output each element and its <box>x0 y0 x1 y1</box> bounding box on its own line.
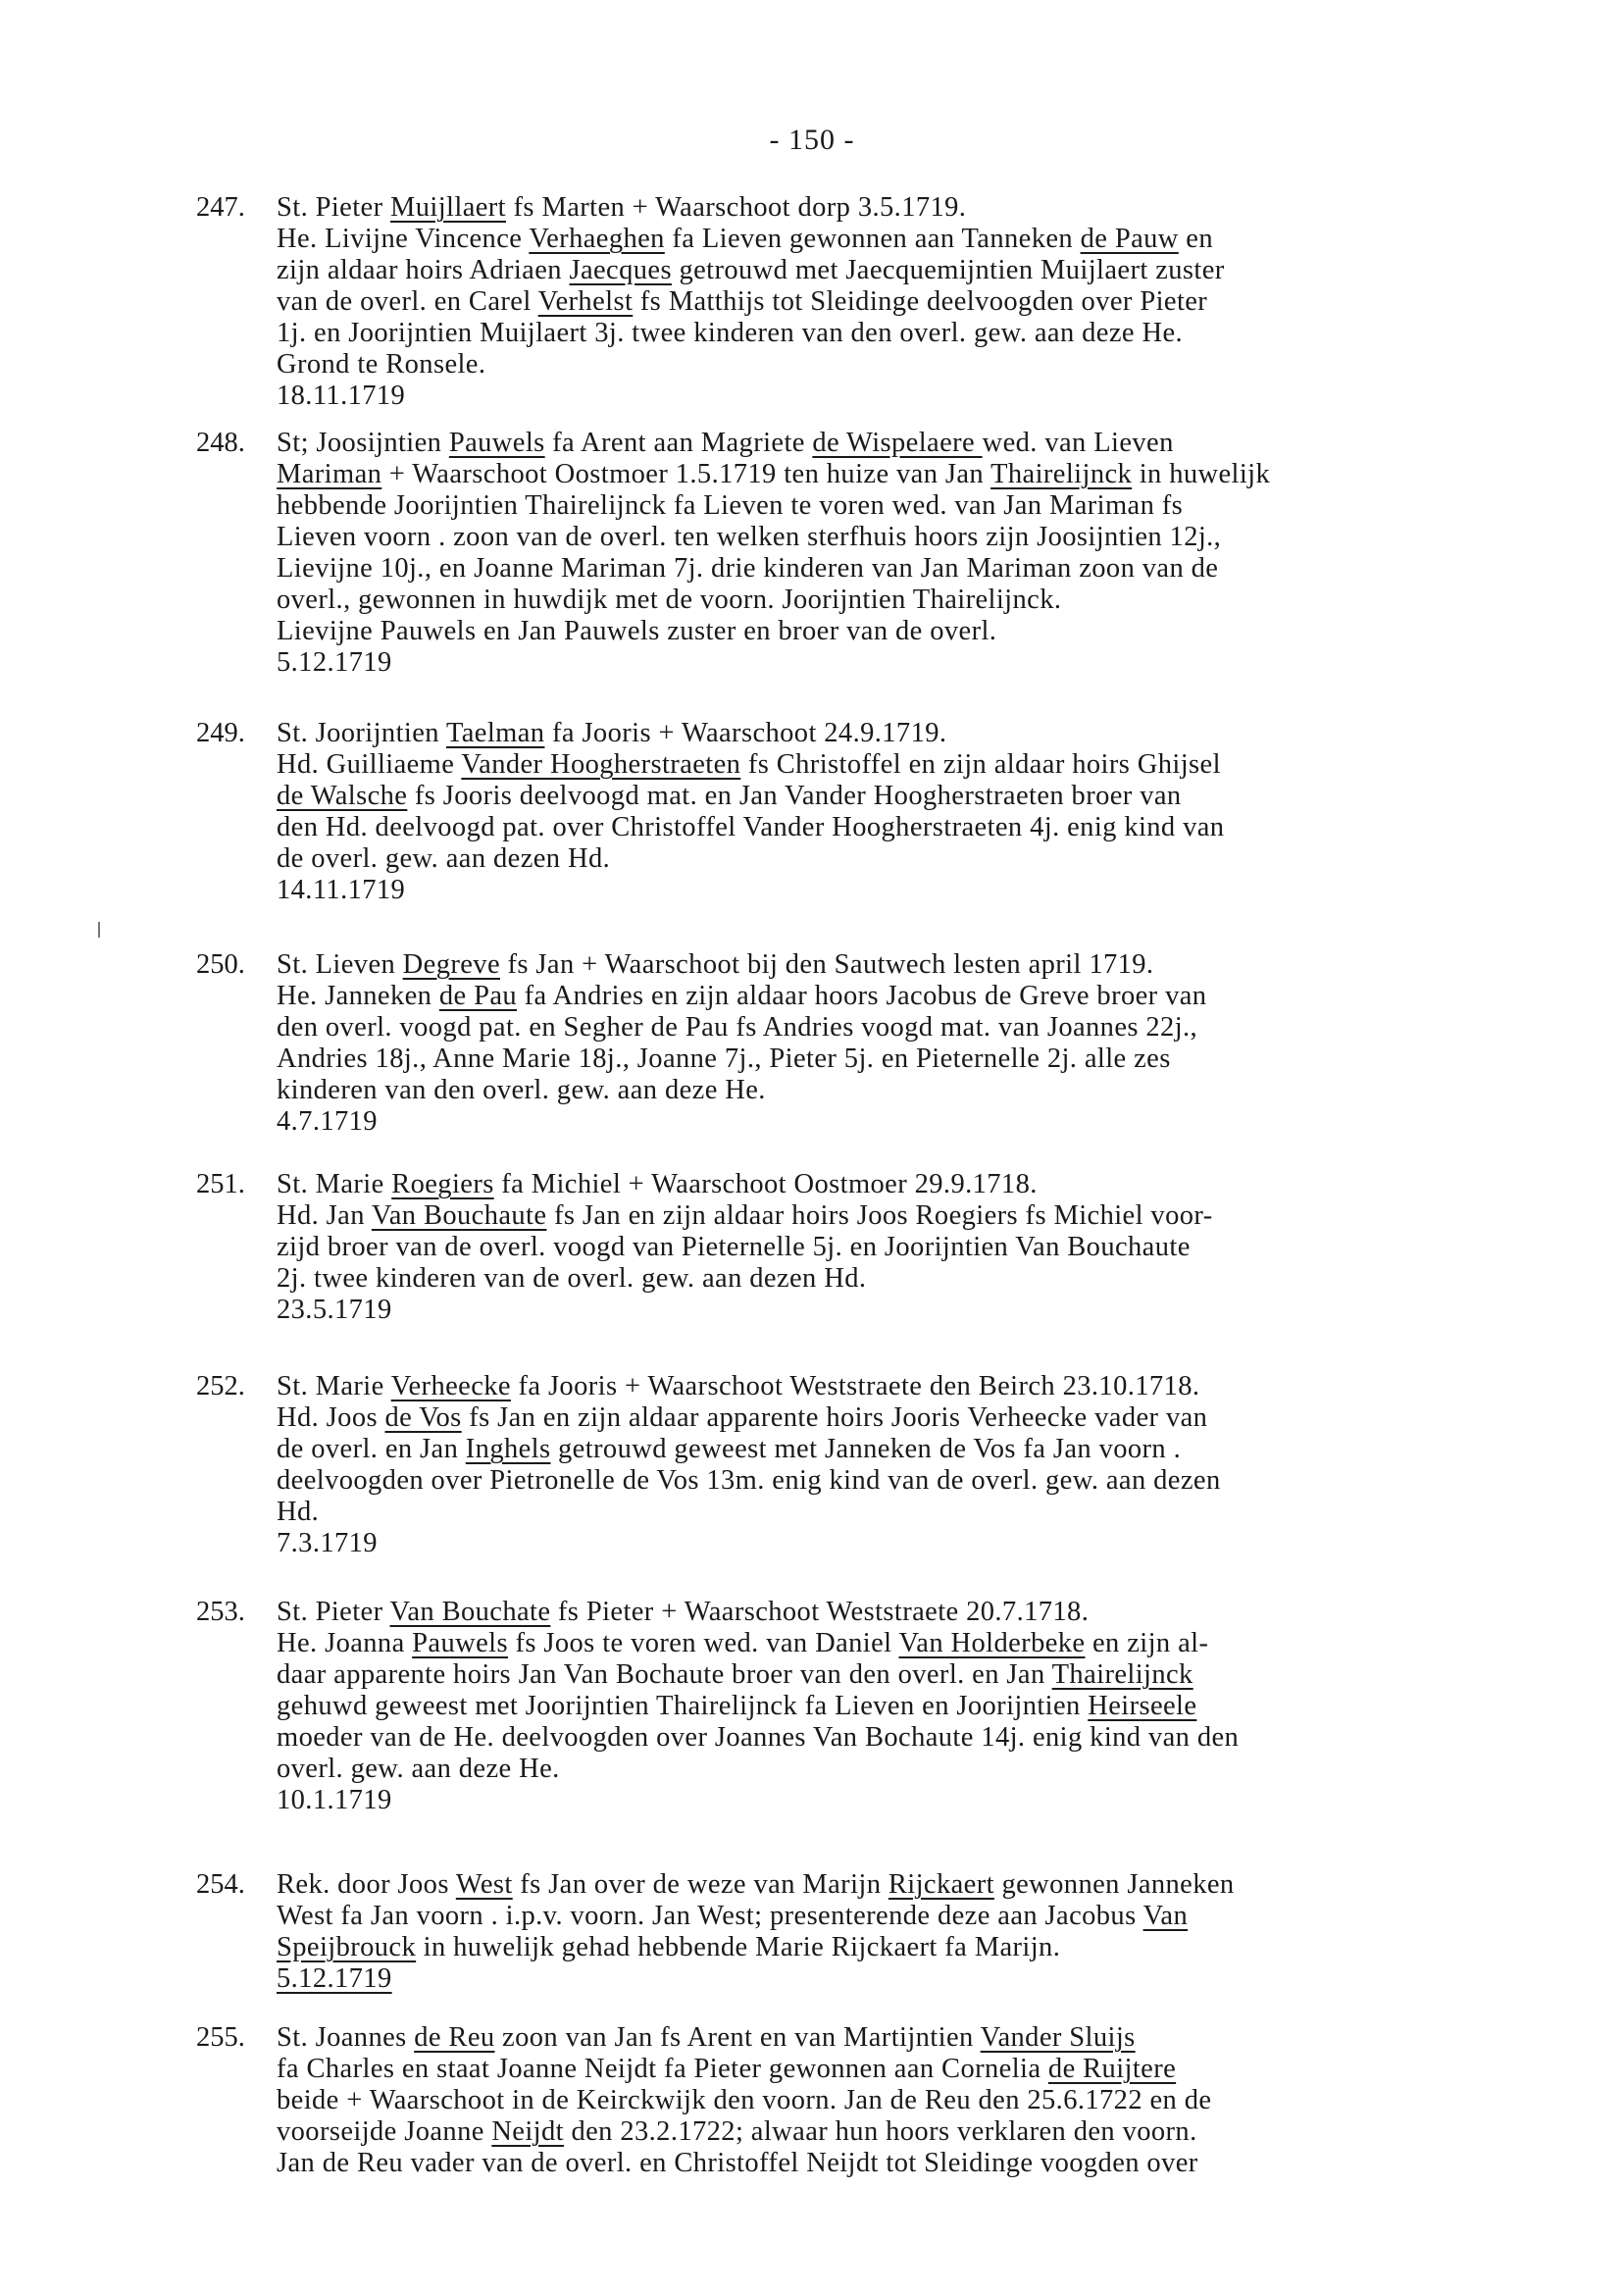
register-entry <box>196 949 1589 1138</box>
entry-line <box>277 1169 1589 1200</box>
text-segment: voorseijde Joanne <box>277 2116 492 2147</box>
text-segment: overl. gew. aan deze He. <box>277 1754 560 1784</box>
register-entry <box>196 2022 1589 2179</box>
underlined-name: Van <box>1142 1901 1189 1931</box>
text-segment: fs Marten + Waarschoot dorp 3.5.1719. <box>506 192 967 223</box>
text-segment: 1j. en Joorijntien Muijlaert 3j. twee kinderen van den overl. gew. aan deze He. <box>277 318 1184 348</box>
text-segment: fa Michiel + Waarschoot Oostmoer 29.9.1718. <box>493 1169 1038 1199</box>
underlined-name: Pauwels <box>448 428 545 458</box>
underlined-name: Mariman <box>277 459 382 489</box>
underlined-name: de Walsche <box>277 781 408 811</box>
entry-line <box>277 1075 1589 1106</box>
text-segment: 7.3.1719 <box>277 1528 378 1558</box>
register-entry <box>196 192 1589 412</box>
entry-line <box>277 286 1589 318</box>
text-segment: de overl. en Jan <box>277 1434 466 1464</box>
text-segment: St. Lieven <box>277 949 403 980</box>
entry-line <box>277 2085 1589 2116</box>
underlined-name: Vander Hoogherstraeten <box>461 749 741 780</box>
entry-line <box>277 1869 1589 1901</box>
entry-line <box>277 428 1589 459</box>
text-segment: fa Jooris + Waarschoot Weststraete den Beirch 23.10.1718. <box>510 1371 1200 1401</box>
text-segment: 5.12.1719 <box>277 647 392 678</box>
underlined-name: Jaecques <box>569 255 672 285</box>
text-segment: fa Arent aan Magriete <box>544 428 813 458</box>
text-segment: fs Jan en zijn aldaar hoirs Joos Roegiers fs Michiel voor- <box>546 1200 1213 1231</box>
underlined-name: Vander Sluijs <box>980 2022 1136 2053</box>
underlined-name: Degreve <box>402 949 500 980</box>
entry-line <box>277 875 1589 906</box>
entry-line <box>277 1597 1589 1628</box>
entry-line <box>277 1295 1589 1326</box>
text-segment: He. Joanna <box>277 1628 413 1658</box>
entry-line <box>277 1659 1589 1691</box>
text-segment: 4.7.1719 <box>277 1106 378 1137</box>
entry-line <box>277 585 1589 616</box>
entry-line <box>277 749 1589 781</box>
text-segment: hebbende Joorijntien Thairelijnck fa Lieven te voren wed. van Jan Mariman fs <box>277 490 1184 521</box>
text-segment: in huwelijk gehad hebbende Marie Rijckaert fa Marijn. <box>416 1932 1061 1962</box>
entry-line <box>277 718 1589 749</box>
margin-mark <box>98 922 100 938</box>
underlined-name: de Pauw <box>1080 224 1179 254</box>
text-segment: 18.11.1719 <box>277 381 406 411</box>
text-segment: fa Lieven gewonnen aan Tanneken <box>664 224 1081 254</box>
entry-line <box>277 192 1589 224</box>
text-segment: beide + Waarschoot in de Keirckwijk den voorn. Jan de Reu den 25.6.1722 en de <box>277 2085 1212 2115</box>
entry-line <box>277 1722 1589 1754</box>
entry-line <box>277 318 1589 349</box>
text-segment: fs Jooris deelvoogd mat. en Jan Vander Hoogherstraeten broer van <box>407 781 1182 811</box>
entry-number: 249. <box>196 718 245 748</box>
text-segment: Hd. Guilliaeme <box>277 749 462 780</box>
text-segment: fa Andries en zijn aldaar hoors Jacobus de Greve broer van <box>517 981 1207 1011</box>
entry-number: 251. <box>196 1169 245 1199</box>
entry-line <box>277 1200 1589 1232</box>
underlined-name: de Pau <box>438 981 518 1011</box>
entry-text <box>277 2022 1589 2179</box>
text-segment: en zijn al- <box>1085 1628 1209 1658</box>
text-segment: de overl. gew. aan dezen Hd. <box>277 843 611 874</box>
text-segment: en <box>1178 224 1213 254</box>
text-segment: St. Pieter <box>277 1597 390 1627</box>
register-entry <box>196 428 1589 679</box>
text-segment: Lieven voorn . zoon van de overl. ten welken sterfhuis hoors zijn Joosijntien 12j., <box>277 522 1222 552</box>
text-segment: fs Jan en zijn aldaar apparente hoirs Jooris Verheecke vader van <box>461 1402 1208 1433</box>
text-segment: deelvoogden over Pietronelle de Vos 13m. enig kind van de overl. gew. aan dezen <box>277 1465 1221 1496</box>
entry-line <box>277 1434 1589 1465</box>
text-segment: van de overl. en Carel <box>277 286 538 317</box>
entry-text <box>277 1371 1589 1559</box>
entry-line <box>277 1901 1589 1932</box>
text-segment: den overl. voogd pat. en Segher de Pau fs Andries voogd mat. van Joannes 22j., <box>277 1012 1198 1043</box>
entry-line <box>277 553 1589 585</box>
entry-number: 255. <box>196 2022 245 2053</box>
text-segment: gewonnen Janneken <box>993 1869 1235 1900</box>
entry-line <box>277 1785 1589 1816</box>
entry-line <box>277 781 1589 812</box>
entry-number: 250. <box>196 949 245 980</box>
text-segment: + Waarschoot Oostmoer 1.5.1719 ten huize van Jan <box>381 459 991 489</box>
text-segment: Lievijne 10j., en Joanne Mariman 7j. drie kinderen van Jan Mariman zoon van de <box>277 553 1219 584</box>
underlined-name: Van Bouchaute <box>371 1200 547 1231</box>
underlined-name: Verhelst <box>537 286 634 317</box>
text-segment: Hd. Jan <box>277 1200 372 1231</box>
entry-text <box>277 1597 1589 1816</box>
underlined-name: Speijbrouck <box>277 1932 417 1962</box>
underlined-name: Van Bouchate <box>389 1597 551 1627</box>
text-segment: getrouwd met Jaecquemijntien Muijlaert zuster <box>671 255 1225 285</box>
underlined-name: Heirseele <box>1088 1691 1197 1721</box>
entry-line <box>277 381 1589 412</box>
text-segment: St. Marie <box>277 1169 392 1199</box>
text-segment: Andries 18j., Anne Marie 18j., Joanne 7j., Pieter 5j. en Pieternelle 2j. alle zes <box>277 1044 1171 1074</box>
text-segment: Grond te Ronsele. <box>277 349 486 380</box>
text-segment: den 23.2.1722; alwaar hun hoors verklaren den voorn. <box>563 2116 1197 2147</box>
entry-number: 254. <box>196 1869 245 1900</box>
entry-text <box>277 1869 1589 1995</box>
entry-line <box>277 490 1589 522</box>
underlined-name: Taelman <box>445 718 545 748</box>
text-segment: fs Joos te voren wed. van Daniel <box>507 1628 899 1658</box>
entry-line <box>277 2022 1589 2054</box>
entry-line <box>277 1628 1589 1659</box>
text-segment: in huwelijk <box>1132 459 1271 489</box>
entry-line <box>277 1497 1589 1528</box>
text-segment: zoon van Jan fs Arent en van Martijntien <box>494 2022 981 2053</box>
entry-line <box>277 349 1589 381</box>
underlined-name: de Reu <box>414 2022 495 2053</box>
text-segment: Hd. Joos <box>277 1402 385 1433</box>
entry-text <box>277 1169 1589 1326</box>
text-segment: 23.5.1719 <box>277 1295 392 1325</box>
entry-number: 253. <box>196 1597 245 1627</box>
entry-line <box>277 459 1589 490</box>
text-segment: Jan de Reu vader van de overl. en Christoffel Neijdt tot Sleidinge voogden over <box>277 2148 1198 2178</box>
entry-text <box>277 428 1589 679</box>
text-segment: St. Joannes <box>277 2022 415 2053</box>
text-segment: fs Jan + Waarschoot bij den Sautwech lesten april 1719. <box>500 949 1154 980</box>
register-entry <box>196 1597 1589 1816</box>
entry-text <box>277 718 1589 906</box>
entry-line <box>277 522 1589 553</box>
entry-line <box>277 1371 1589 1402</box>
text-segment: fs Matthijs tot Sleidinge deelvoogden over Pieter <box>633 286 1208 317</box>
text-segment: fs Jan over de weze van Marijn <box>512 1869 888 1900</box>
text-segment: fa Jooris + Waarschoot 24.9.1719. <box>544 718 947 748</box>
underlined-name: Pauwels <box>412 1628 508 1658</box>
text-segment: 2j. twee kinderen van de overl. gew. aan dezen Hd. <box>277 1263 867 1294</box>
entry-text <box>277 192 1589 412</box>
text-segment: St. Marie <box>277 1371 391 1401</box>
entry-line <box>277 1691 1589 1722</box>
entry-line <box>277 2148 1589 2179</box>
text-segment: moeder van de He. deelvoogden over Joannes Van Bochaute 14j. enig kind van den <box>277 1722 1240 1753</box>
text-segment: St. Pieter <box>277 192 391 223</box>
text-segment: daar apparente hoirs Jan Van Bochaute broer van den overl. en Jan <box>277 1659 1052 1690</box>
text-segment: fs Pieter + Waarschoot Weststraete 20.7.1718. <box>550 1597 1090 1627</box>
entry-line <box>277 1232 1589 1263</box>
underlined-name: 5.12.1719 <box>277 1963 392 1994</box>
text-segment: zijd broer van de overl. voogd van Pieternelle 5j. en Joorijntien Van Bouchaute <box>277 1232 1191 1262</box>
text-segment: overl., gewonnen in huwdijk met de voorn. Joorijntien Thairelijnck. <box>277 585 1062 615</box>
entry-line <box>277 1465 1589 1497</box>
underlined-name: de Ruijtere <box>1047 2054 1177 2084</box>
entry-line <box>277 812 1589 843</box>
underlined-name: de Wispelaere <box>812 428 983 458</box>
text-segment: He. Janneken <box>277 981 439 1011</box>
text-segment: 14.11.1719 <box>277 875 406 905</box>
entry-line <box>277 1402 1589 1434</box>
text-segment: gehuwd geweest met Joorijntien Thairelijnck fa Lieven en Joorijntien <box>277 1691 1089 1721</box>
entry-number: 248. <box>196 428 245 458</box>
entry-line <box>277 2054 1589 2085</box>
entry-line <box>277 224 1589 255</box>
underlined-name: Van Holderbeke <box>898 1628 1086 1658</box>
entry-line <box>277 616 1589 647</box>
register-entry <box>196 1869 1589 1995</box>
text-segment: Rek. door Joos <box>277 1869 456 1900</box>
entry-line <box>277 1963 1589 1995</box>
underlined-name: Inghels <box>465 1434 551 1464</box>
underlined-name: Roegiers <box>391 1169 494 1199</box>
text-segment: St. Joorijntien <box>277 718 446 748</box>
entry-number: 252. <box>196 1371 245 1401</box>
underlined-name: Neijdt <box>491 2116 564 2147</box>
underlined-name: West <box>455 1869 513 1900</box>
underlined-name: Rijckaert <box>888 1869 994 1900</box>
entry-line <box>277 647 1589 679</box>
entry-line <box>277 843 1589 875</box>
entry-line <box>277 1754 1589 1785</box>
entry-line <box>277 981 1589 1012</box>
entry-text <box>277 949 1589 1138</box>
entry-line <box>277 2116 1589 2148</box>
entry-line <box>277 949 1589 981</box>
underlined-name: Verhaeghen <box>529 224 665 254</box>
entry-line <box>277 255 1589 286</box>
underlined-name: Verheecke <box>390 1371 511 1401</box>
text-segment: getrouwd geweest met Janneken de Vos fa Jan voorn . <box>550 1434 1182 1464</box>
entry-line <box>277 1932 1589 1963</box>
register-entry <box>196 1169 1589 1326</box>
underlined-name: de Vos <box>384 1402 462 1433</box>
text-segment: Hd. <box>277 1497 320 1527</box>
underlined-name: Thairelijnck <box>1051 1659 1193 1690</box>
text-segment: den Hd. deelvoogd pat. over Christoffel Vander Hoogherstraeten 4j. enig kind van <box>277 812 1225 842</box>
entry-line <box>277 1012 1589 1044</box>
entry-line <box>277 1528 1589 1559</box>
text-segment: He. Livijne Vincence <box>277 224 530 254</box>
text-segment: fa Charles en staat Joanne Neijdt fa Pieter gewonnen aan Cornelia <box>277 2054 1048 2084</box>
register-entry <box>196 718 1589 906</box>
register-entry <box>196 1371 1589 1559</box>
entry-line <box>277 1044 1589 1075</box>
underlined-name: Muijllaert <box>390 192 507 223</box>
text-segment: St; Joosijntien <box>277 428 449 458</box>
text-segment: fs Christoffel en zijn aldaar hoirs Ghijsel <box>740 749 1221 780</box>
text-segment: kinderen van den overl. gew. aan deze He. <box>277 1075 766 1105</box>
entry-line <box>277 1263 1589 1295</box>
text-segment: zijn aldaar hoirs Adriaen <box>277 255 570 285</box>
underlined-name: Thairelijnck <box>990 459 1133 489</box>
page-number: - 150 - <box>769 124 855 156</box>
entry-number: 247. <box>196 192 245 223</box>
text-segment: Lievijne Pauwels en Jan Pauwels zuster en broer van de overl. <box>277 616 997 646</box>
text-segment: West fa Jan voorn . i.p.v. voorn. Jan West; presenterende deze aan Jacobus <box>277 1901 1143 1931</box>
text-segment: wed. van Lieven <box>982 428 1174 458</box>
text-segment: 10.1.1719 <box>277 1785 392 1815</box>
entry-line <box>277 1106 1589 1138</box>
